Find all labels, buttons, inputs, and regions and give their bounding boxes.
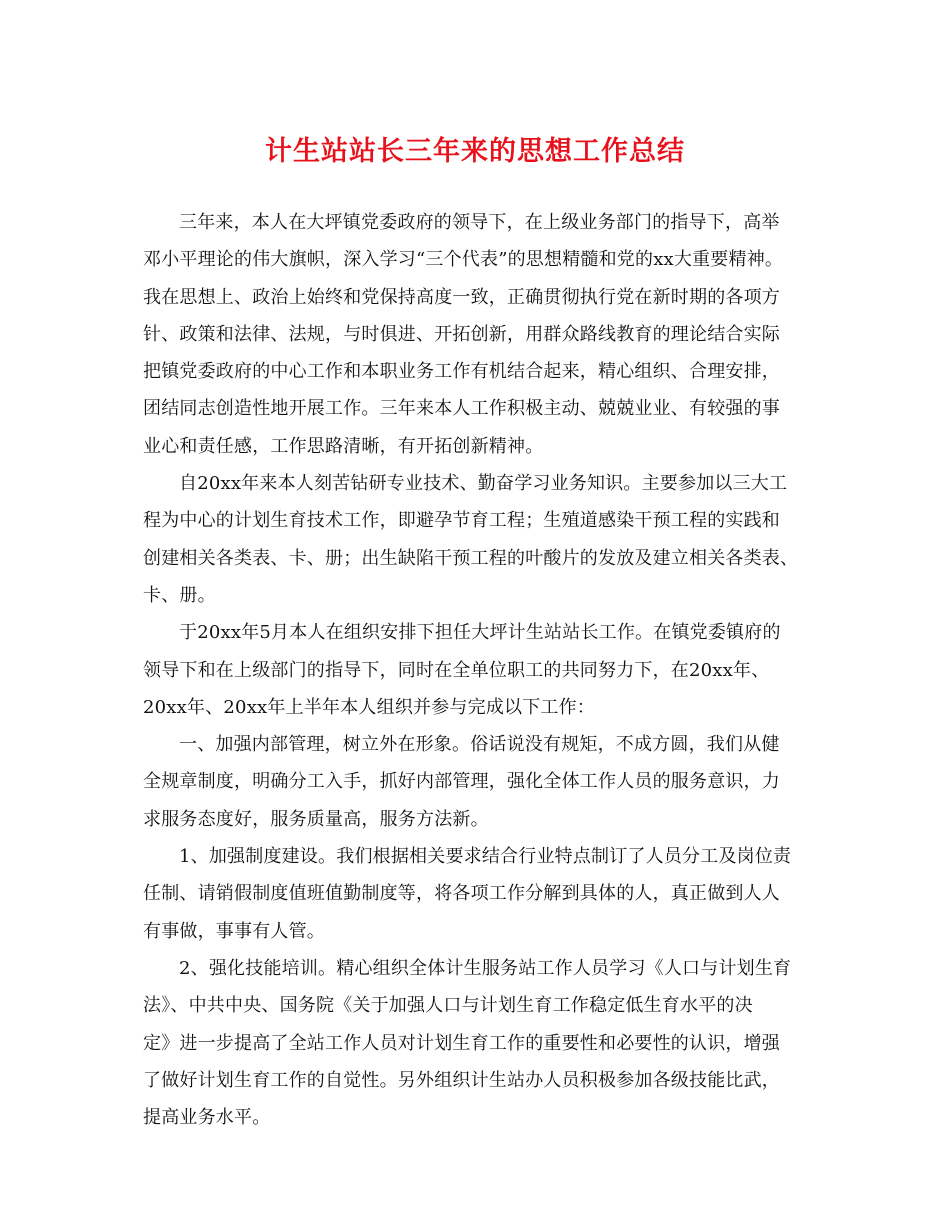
text-line: 针、政策和法律、法规，与时俱进、开拓创新，用群众路线教育的理论结合实际 (143, 323, 780, 345)
text-line: 全规章制度，明确分工入手，抓好内部管理，强化全体工作人员的服务意识，力 (143, 771, 780, 793)
document-body (143, 204, 813, 1136)
text-line: 把镇党委政府的中心工作和本职业务工作有机结合起来，精心组织、合理安排， (143, 361, 780, 383)
text-line: 求服务态度好，服务质量高，服务方法新。 (143, 808, 489, 830)
text-line: 一、加强内部管理，树立外在形象。俗话说没有规矩，不成方圆，我们从健 (179, 734, 780, 756)
text-line: 我在思想上、政治上始终和党保持高度一致，正确贯彻执行党在新时期的各项方 (143, 286, 780, 308)
text-line: 业心和责任感，工作思路清晰，有开拓创新精神。 (143, 435, 544, 457)
text-line: 有事做，事事有人管。 (143, 920, 325, 942)
text-line: 提高业务水平。 (143, 1107, 271, 1129)
text-line: 三年来，本人在大坪镇党委政府的领导下，在上级业务部门的指导下，高举 (179, 212, 780, 233)
text-line: 卡、册。 (143, 584, 216, 606)
text-line: 2、强化技能培训。精心组织全体计生服务站工作人员学习《人口与计划生育 (179, 957, 792, 979)
text-line: 领导下和在上级部门的指导下，同时在全单位职工的共同努力下，在20xx年、 (143, 659, 770, 681)
text-line: 定》进一步提高了全站工作人员对计划生育工作的重要性和必要性的认识，增强 (143, 1032, 780, 1054)
text-line: 任制、请销假制度值班值勤制度等，将各项工作分解到具体的人，真正做到人人 (143, 883, 780, 905)
text-line: 20xx年、20xx年上半年本人组织并参与完成以下工作： (143, 696, 596, 718)
text-line: 于20xx年5月本人在组织安排下担任大坪计生站站长工作。在镇党委镇府的 (179, 622, 781, 644)
text-line: 团结同志创造性地开展工作。三年来本人工作积极主动、兢兢业业、有较强的事 (143, 398, 780, 420)
text-line: 1、加强制度建设。我们根据相关要求结合行业特点制订了人员分工及岗位责 (179, 846, 792, 868)
text-line: 邓小平理论的伟大旗帜，深入学习“三个代表”的思想精髓和党的xx大重要精神。 (143, 249, 784, 271)
text-line: 创建相关各类表、卡、册；出生缺陷干预工程的叶酸片的发放及建立相关各类表、 (143, 547, 799, 569)
text-line: 法》、中共中央、国务院《关于加强人口与计划生育工作稳定低生育水平的决 (143, 995, 753, 1017)
text-line: 了做好计划生育工作的自觉性。另外组织计生站办人员积极参加各级技能比武， (143, 1069, 780, 1091)
text-line: 程为中心的计划生育技术工作，即避孕节育工程；生殖道感染干预工程的实践和 (143, 510, 780, 532)
document-title: 计生站站长三年来的思想工作总结 (265, 136, 685, 167)
text-line: 自20xx年来本人刻苦钻研专业技术、勤奋学习业务知识。主要参加以三大工 (179, 473, 788, 495)
